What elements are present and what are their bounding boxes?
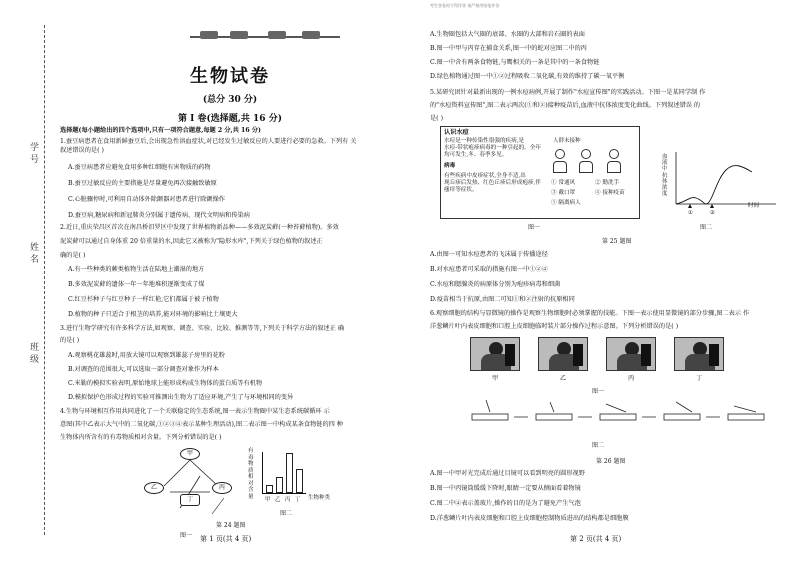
bar-3 (296, 469, 303, 493)
poster-line: 病毒 (444, 163, 456, 169)
exam-total-score: (总分 30 分) (202, 95, 258, 105)
right-content (430, 0, 792, 561)
q5-option: C.水痘和腮腺炎的病原体分别为疱疹病毒和细菌 (430, 281, 561, 288)
left-content (60, 0, 400, 561)
q6-option: B.图一中丙镜筒缓缓下降时,眼睛一定要从侧面看着物镜 (430, 485, 581, 492)
toxin-bar-chart (248, 448, 348, 510)
carbon-cycle-diagram (140, 446, 240, 516)
q1-option: A.蚕豆病患者应避免食用多种红细胞有害物质的药物 (68, 164, 211, 171)
fig1-caption: 图一 (180, 532, 193, 539)
antibody-curve-chart (662, 150, 782, 220)
node-ding: 丁 (180, 494, 200, 506)
instructions: 选择题(每小题给出的四个选项中,只有一项符合题意,每题 2 分,共 16 分) (60, 127, 261, 134)
bar-label: 甲 (265, 497, 271, 503)
q2-option: D.植物的种子只适合于根茎的培养,能对环境的影响比土壤更大 (68, 311, 238, 318)
q4-line: 生物体内所含有的有毒物质相对含量。下列分析错误的是( ) (60, 434, 222, 441)
slide-preparation-steps (466, 396, 776, 436)
q2-line: 泥炭藓可以通过自身体重 20 倍重量的水,因此它又被称为"隐形水库",下列关于绿色植物的叙述正 (60, 238, 323, 245)
q2-line: 2.近日,重庆荣昌区首次在南昌桥汨罗区中发现了世界植物新品种——多效泥炭藓(一种苔藓植物)。多效 (60, 224, 339, 231)
q4-option: A.生物圈包括大气圈的底部、水圈的大部和岩石圈的表面 (430, 31, 585, 38)
right-page (408, 0, 794, 561)
exam-title: 生物试卷 (190, 66, 270, 87)
poster-line: 瘙痒等症状。 (444, 187, 478, 193)
fig26-caption: 第 26 题图 (596, 458, 626, 465)
q5-line: 的"水痘资料宣传图",图二表示两次(①和②)接种疫苗后,血液中抗体浓度变化曲线。下列叙述错误 的 (430, 102, 701, 109)
slide-steps-drawing (466, 396, 776, 436)
prevention-item: ④ 接种疫苗 (595, 190, 625, 196)
margin-label: 名 (30, 255, 40, 265)
q3-option: B.对调查的范围很大,可以选取一部分调查对象作为样本 (68, 366, 219, 373)
q5-option: B.对水痘患者可采取的措施有图一中①②④ (430, 266, 548, 273)
photo-yi (538, 337, 588, 371)
y-axis-label: 有毒物质相对含量 (248, 448, 254, 500)
poster-line: 有些疾病中皮疹症状,全身不适,出 (444, 173, 526, 179)
photo-label: 丁 (696, 375, 703, 382)
q3-option: C.米勒的模拟实验表明,原始地球上能形成构成生物体的蛋白质等有机物 (68, 380, 263, 387)
bar-label: 乙 (275, 497, 281, 503)
margin-label: 班 (30, 343, 40, 353)
q3-line: 3.进行生物学研究有许多科学方法,如观察、调查、实验、比较、推测等等,下列关于科学方法的叙述正 确 (60, 325, 345, 332)
q2-option: C.红豆杉种子与红豆种子一样红艳,它们都属于被子植物 (68, 296, 219, 303)
q3-line: 的是( ) (60, 337, 80, 344)
people-label: 人群未接种 (553, 138, 581, 144)
bar-label: 丙 (285, 497, 291, 503)
q6-option: C.图二中④表示盖玻片,操作的目的是为了避免产生气泡 (430, 500, 581, 507)
q1-line: 叙述错误的是( ) (60, 147, 104, 154)
q4-option: C.图一中含有两条食物链,与鹰相关的一条是其中的一条食物链 (430, 59, 600, 66)
node-bing: 丙 (212, 482, 232, 494)
q2-option: A.有一些种类的蕨类植物生活在陆地上潮湿的地方 (68, 266, 205, 273)
q5-line: 5.某研究团针对最新出现的一例水痘病例,开展了制作"水痘宣传图"的实践活动。下图一是某同学制 作 (430, 89, 706, 96)
q3-option: A.观察桃花雄蕊时,用放大镜可以观察到雄蕊子房里的花粉 (68, 352, 225, 359)
fig25-2-caption: 图二 (700, 224, 713, 231)
margin-label: 号 (30, 155, 40, 165)
people-illustration (551, 147, 631, 175)
bar-1 (276, 477, 283, 493)
q4-line: 4.生物与环境相互作用共同进化了一个关联稳定的生态系统,图一表示生物圈中某生态系统碳循环 示 (60, 408, 330, 415)
x-axis-label: 生物种类 (308, 495, 331, 501)
header-decoration (190, 36, 340, 50)
q6-line: 洋葱鳞片叶内表皮细胞和口腔上皮细胞临时装片部分操作过程示意图。下列分析错误的是( ) (430, 323, 679, 330)
bar-2 (286, 453, 293, 493)
prevention-item: ③ 戴口罩 (551, 190, 576, 196)
q1-line: 1.蚕豆病患者在食用新鲜蚕豆后,会出现急性溶血症状,对已经发生过敏反应的人要进行必要的急救。下列有 关 (60, 138, 357, 145)
chickenpox-poster (440, 126, 640, 219)
photo-ding (674, 337, 724, 371)
poster-line: 均可发生,冬、春季多见。 (444, 152, 508, 158)
fig25-caption: 第 25 题图 (602, 238, 632, 245)
prevention-item: ② 勤洗手 (595, 180, 620, 186)
margin-label: 级 (30, 355, 40, 365)
poster-line: 水痘-带状疱疹病毒的一种引起的。全年 (444, 145, 541, 151)
margin-label: 姓 (30, 243, 40, 253)
top-strip: 考生答卷时不得作答 请严格用铅笔作答 (430, 3, 500, 8)
q6-option: D.洋葱鳞片叶内表皮细胞和口腔上皮细胞控制物质进出的结构都是细胞膜 (430, 515, 629, 522)
fig26-2-caption: 图二 (592, 442, 605, 449)
fig26-1-caption: 图一 (592, 388, 605, 395)
curve-y-label: 血液中抗体浓度 (662, 154, 668, 198)
poster-line: 现丘疹后发热、红色丘疹后形成疱疹,伴 (444, 180, 541, 186)
poster-line: 水痘是一种传染性很强的疾病,是 (444, 138, 525, 144)
q2-line: 确的是( ) (60, 252, 86, 259)
poster-title: 认识水痘 (444, 129, 469, 136)
q6-option: A.图一中甲对光完成后通过目镜可以看到明亮的圆形视野 (430, 470, 585, 477)
node-jia: 甲 (180, 448, 200, 460)
binding-margin (0, 0, 62, 561)
curve-plot (672, 150, 782, 212)
bar-plot-area (262, 452, 306, 494)
page-number: 第 1 页(共 4 页) (200, 535, 252, 543)
curve-point-label: ① (688, 210, 693, 216)
q4-line: 意图(其中乙表示大气中的二氧化碳,①②③④表示某种生理活动),图二表示图一中构成某条食物链的四 种 (60, 421, 343, 428)
q4-option: B.图一中甲与丙存在捕食关系,图一中的蛇对应图二中的丙 (430, 45, 587, 52)
q4-option: D.绿色植物通过图一中①②过程吸收二氧化碳,有效的维持了碳一氧平衡 (430, 73, 625, 80)
q3-option: D.模拟保护色形成过程的实验可推测出生物为了适应环境,产生了与环境相同的变异 (68, 394, 294, 401)
fig25-1-caption: 图一 (528, 224, 541, 231)
q1-option: D.蚕豆病,糖尿病和新冠肺炎分别属于遗传病、现代文明病和传染病 (68, 212, 250, 219)
fig2-caption: 图二 (280, 510, 293, 517)
photo-label: 甲 (492, 375, 499, 382)
q2-option: B.多效泥炭藓的遗体一年一年地堆积逐渐变成了煤 (68, 281, 205, 288)
q1-option: B.蚕豆过敏反应的主要措施是尽量避免再次接触致敏原 (68, 180, 217, 187)
section-heading: 第 I 卷(选择题,共 16 分) (178, 114, 282, 124)
q5-option: D.疫苗相当于抗原,由图二可知①和②注射的抗原相同 (430, 296, 575, 303)
photo-label: 乙 (560, 375, 567, 382)
question-figure-caption: 第 24 题图 (216, 522, 246, 529)
prevention-item: ⑤ 隔离病人 (551, 200, 581, 206)
margin-label: 学 (30, 143, 40, 153)
bar-0 (266, 485, 273, 493)
q1-option: C.心脏骤停时,可利用自动体外除颤器对患者进行除颤操作 (68, 196, 225, 203)
prevention-item: ① 常通风 (551, 180, 576, 186)
q5-option: A.由图一可知水痘患者的飞沫属于传播途径 (430, 251, 548, 258)
page-number: 第 2 页(共 4 页) (570, 535, 622, 543)
photo-bing (606, 337, 656, 371)
microscope-photos (470, 337, 770, 387)
curve-x-label: 时间 (748, 203, 760, 209)
photo-label: 丙 (628, 375, 635, 382)
bar-label: 丁 (295, 497, 301, 503)
q5-line: 是( ) (430, 115, 443, 122)
photo-jia (470, 337, 520, 371)
node-yi: 乙 (144, 482, 164, 494)
q6-line: 6.观察细胞的结构与显微镜的操作是观察生物细胞时必须掌握的技能。下图一表示使用显微镜的部分步骤,图二表示 作 (430, 310, 750, 317)
cut-line (44, 25, 45, 535)
curve-point-label: ② (710, 210, 715, 216)
